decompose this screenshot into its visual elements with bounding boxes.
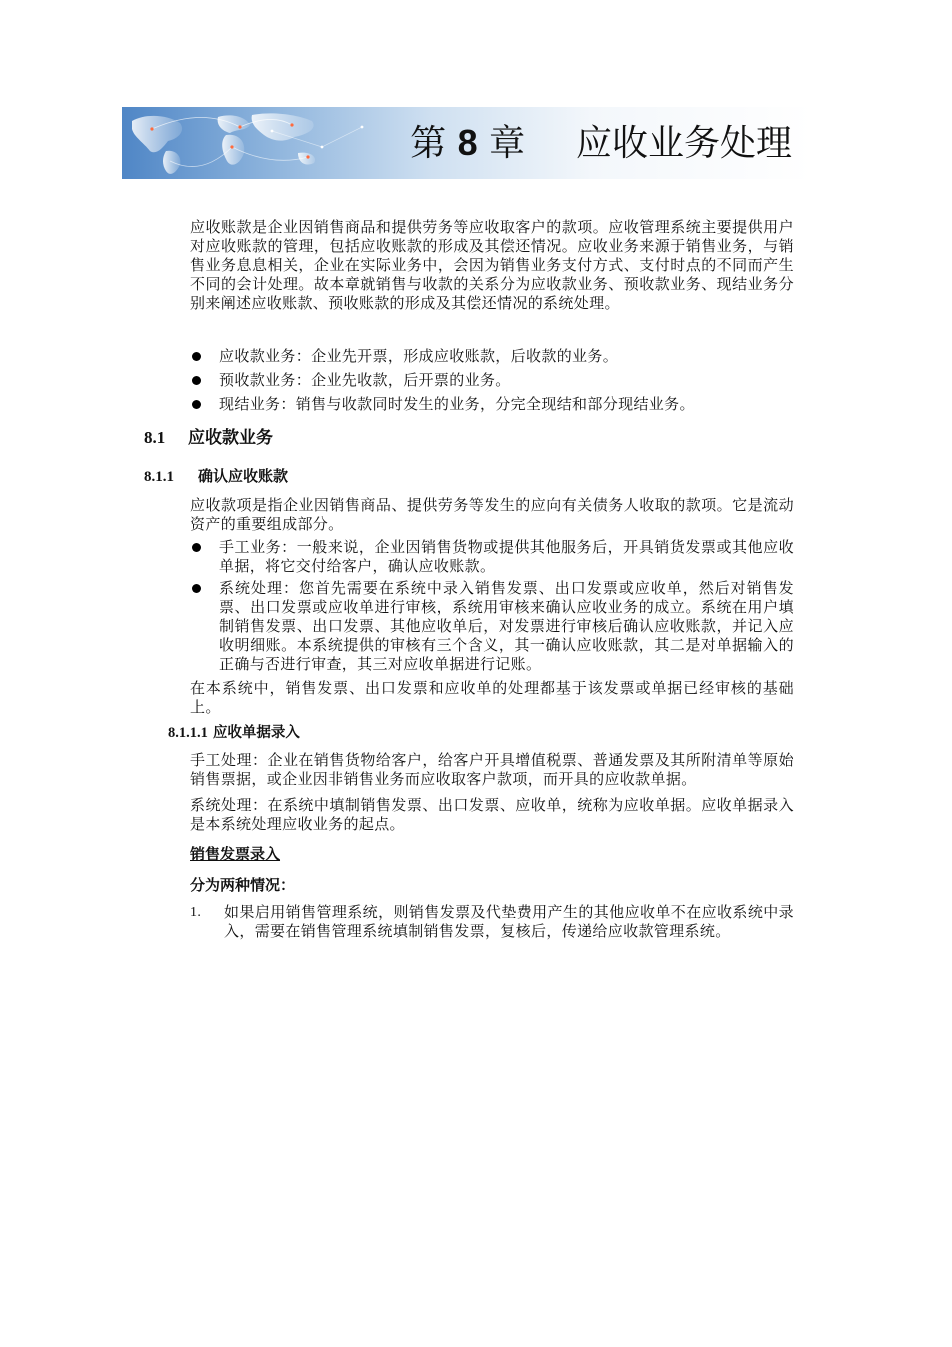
section-title: 应收款业务 bbox=[188, 428, 273, 448]
chapter-banner bbox=[122, 107, 812, 179]
receivables-bullet-text: 系统处理：您首先需要在系统中录入销售发票、出口发票或应收单，然后对销售发票、出口发票或应收单进行审核，系统用审核来确认应收业务的成立。系统在用户填制销售发票、出口发票、其他应收单后，对发票进行审核后确认应收账款，并记入应收明细账。本系统提供的审核有三个含义，其一确认应收账款，其二是对单据输入的正确与否进行审查，其三对应收单据进行记账。 bbox=[219, 579, 794, 673]
section-title: 确认应收账款 bbox=[198, 467, 289, 485]
two-cases-label: 分为两种情况： bbox=[190, 876, 296, 894]
numbered-list-item bbox=[190, 903, 794, 941]
receivables-bullet bbox=[190, 579, 794, 674]
receivables-definition-paragraph: 应收款项是指企业因销售商品、提供劳务等发生的应向有关债务人收取的款项。它是流动资产的重要组成部分。 bbox=[190, 496, 794, 533]
receivables-bullet-text: 手工业务：一般来说，企业因销售货物或提供其他服务后，开具销货发票或其他应收单据，将它交付给客户，确认应收账款。 bbox=[219, 538, 794, 575]
section-number: 8.1 bbox=[144, 428, 166, 447]
section-heading-8-1 bbox=[144, 427, 273, 449]
bullet-dot-icon bbox=[192, 352, 201, 361]
bullet-dot-icon bbox=[192, 376, 201, 385]
list-number: 1. bbox=[190, 905, 202, 920]
section-heading-8-1-1 bbox=[144, 466, 288, 487]
chapter-suffix: 章 bbox=[489, 123, 526, 164]
intro-bullet bbox=[190, 395, 794, 414]
section-number: 8.1.1.1 bbox=[168, 725, 208, 741]
bullet-dot-icon bbox=[192, 584, 201, 593]
system-process-paragraph: 系统处理：在系统中填制销售发票、出口发票、应收单，统称为应收单据。应收单据录入是本系统处理应收业务的起点。 bbox=[190, 796, 794, 833]
intro-bullet bbox=[190, 371, 794, 390]
chapter-number: 8 bbox=[457, 122, 478, 163]
list-item-text: 如果启用销售管理系统，则销售发票及代垫费用产生的其他应收单不在应收系统中录入，需要在销售管理系统填制销售发票，复核后，传递给应收款管理系统。 bbox=[224, 903, 794, 940]
chapter-prefix: 第 bbox=[410, 123, 447, 164]
closing-paragraph: 在本系统中，销售发票、出口发票和应收单的处理都基于该发票或单据已经审核的基础上。 bbox=[190, 679, 794, 716]
section-heading-8-1-1-1 bbox=[168, 723, 300, 743]
section-title: 应收单据录入 bbox=[212, 724, 300, 741]
intro-paragraph: 应收账款是企业因销售商品和提供劳务等应收取客户的款项。应收管理系统主要提供用户对应收账款的管理，包括应收账款的形成及其偿还情况。应收业务来源于销售业务，与销售业务息息相关，企业在实际业务中，会因为销售业务支付方式、支付时点的不同而产生不同的会计处理。故本章就销售与收款的关系分为应收款业务、预收款业务、现结业务分别来阐述应收账款、预收账款的形成及其偿还情况的系统处理。 bbox=[190, 218, 794, 312]
bullet-dot-icon bbox=[192, 400, 201, 409]
bullet-dot-icon bbox=[192, 543, 201, 552]
world-map-graphic bbox=[122, 107, 422, 179]
sales-invoice-entry-label: 销售发票录入 bbox=[190, 845, 281, 863]
section-number: 8.1.1 bbox=[144, 469, 174, 485]
intro-bullet-text: 现结业务：销售与收款同时发生的业务，分完全现结和部分现结业务。 bbox=[219, 395, 695, 413]
intro-bullet-text: 应收款业务：企业先开票，形成应收账款，后收款的业务。 bbox=[219, 347, 619, 365]
receivables-bullet bbox=[190, 538, 794, 576]
manual-process-paragraph: 手工处理：企业在销售货物给客户，给客户开具增值税票、普通发票及其所附清单等原始销售票据，或企业因非销售业务而应收取客户款项，而开具的应收款单据。 bbox=[190, 751, 794, 788]
intro-bullet-text: 预收款业务：企业先收款，后开票的业务。 bbox=[219, 371, 511, 389]
chapter-title-text: 应收业务处理 bbox=[575, 123, 792, 164]
intro-bullet bbox=[190, 347, 794, 366]
chapter-title bbox=[410, 119, 792, 168]
